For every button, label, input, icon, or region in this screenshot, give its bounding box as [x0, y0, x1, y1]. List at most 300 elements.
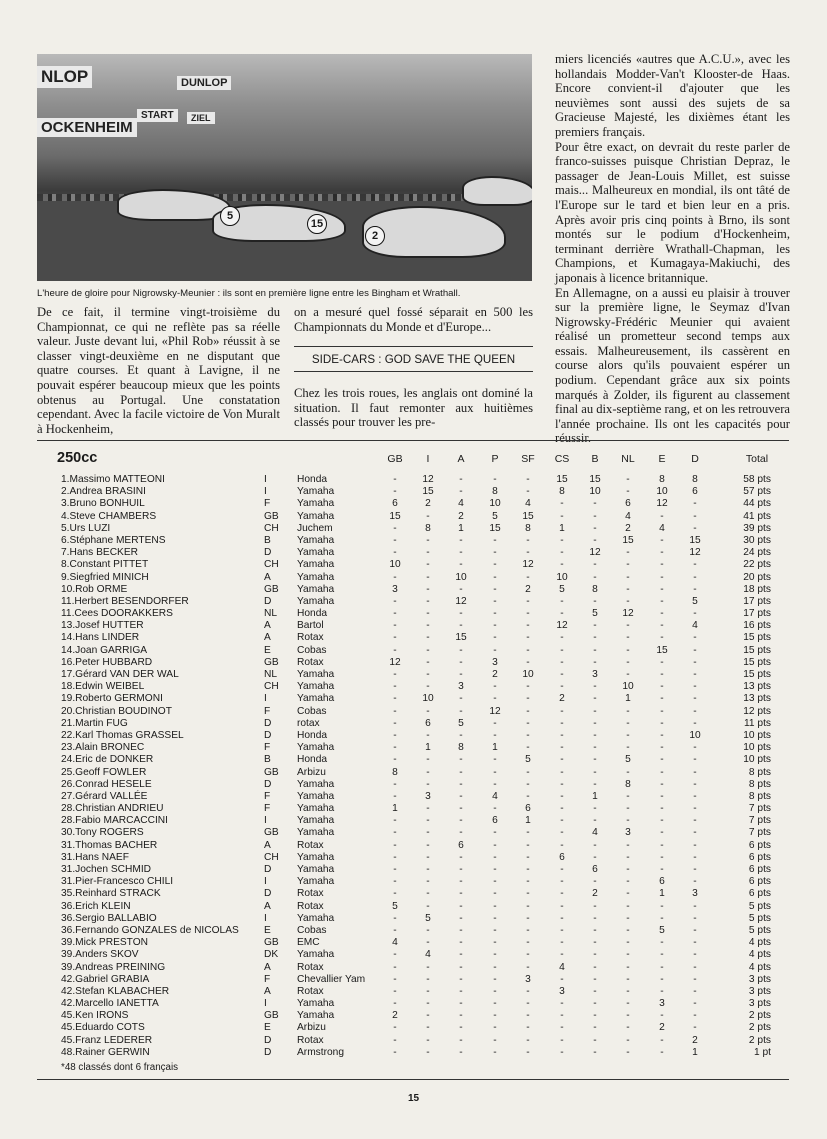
rider-name: 11.Cees DOORAKKERS	[61, 608, 173, 620]
paragraph: Chez les trois roues, les anglais ont dominé la situation. Il faut remonter aux huitièmes classés pour trouver les pre-	[294, 386, 533, 430]
total-points: 6 pts	[748, 876, 771, 888]
race-score: -	[660, 547, 664, 559]
total-points: 10 pts	[743, 729, 771, 741]
rider-country: NL	[264, 608, 278, 620]
rider-machine: Yamaha	[297, 790, 335, 802]
race-score: -	[459, 1022, 463, 1034]
race-score: 8	[525, 522, 531, 534]
race-score: -	[593, 595, 597, 607]
race-score: -	[426, 632, 430, 644]
rider-country: B	[264, 534, 271, 546]
banner-sign: START	[137, 109, 178, 122]
race-score: -	[393, 595, 397, 607]
race-score: -	[693, 815, 697, 827]
race-score: 3	[625, 827, 631, 839]
race-score: -	[426, 547, 430, 559]
race-score: -	[626, 985, 630, 997]
race-score: 15	[522, 510, 534, 522]
rider-name: 39.Anders SKOV	[61, 949, 139, 961]
rider-name: 27.Gérard VALLÉE	[61, 790, 148, 802]
race-score: -	[593, 559, 597, 571]
race-score: -	[560, 632, 564, 644]
rider-name: 31.Jochen SCHMID	[61, 864, 152, 875]
rider-country: E	[264, 644, 271, 656]
race-score: 12	[622, 608, 634, 620]
race-score: -	[660, 778, 664, 790]
race-score: -	[393, 1034, 397, 1046]
banner-sign: NLOP	[37, 66, 92, 88]
race-score: -	[593, 851, 597, 863]
race-score: -	[560, 937, 564, 949]
race-score: -	[393, 827, 397, 839]
rider-country: D	[264, 864, 272, 875]
race-score: -	[693, 827, 697, 839]
total-points: 2 pts	[748, 1010, 771, 1022]
rider-machine: Yamaha	[297, 742, 335, 754]
rider-name: 39.Andreas PREINING	[61, 961, 166, 973]
total-points: 5 pts	[748, 924, 771, 936]
race-score: -	[393, 486, 397, 498]
table-row	[37, 572, 789, 584]
race-score: -	[560, 705, 564, 717]
race-score: 1	[692, 1046, 698, 1058]
race-score: -	[459, 888, 463, 900]
total-points: 13 pts	[743, 693, 771, 705]
race-score: 2	[525, 583, 531, 595]
rider-country: F	[264, 498, 271, 510]
race-score: -	[593, 912, 597, 924]
race-score: -	[493, 827, 497, 839]
rider-name: 31.Hans NAEF	[61, 851, 129, 863]
race-score: -	[660, 595, 664, 607]
race-score: -	[693, 705, 697, 717]
race-score: -	[526, 620, 530, 632]
race-score: -	[393, 961, 397, 973]
race-score: -	[560, 717, 564, 729]
race-score: 5	[525, 754, 531, 766]
table-row	[37, 949, 789, 961]
rider-country: D	[264, 729, 272, 741]
race-photo	[37, 54, 532, 281]
race-score: -	[493, 595, 497, 607]
race-score: 10	[489, 498, 501, 510]
table-row	[37, 986, 789, 998]
rider-country: GB	[264, 937, 279, 949]
banner-sign: ZIEL	[187, 112, 215, 124]
race-score: -	[426, 681, 430, 693]
race-score: -	[526, 949, 530, 961]
race-score: -	[560, 754, 564, 766]
race-score: -	[426, 1046, 430, 1058]
rider-machine: Yamaha	[297, 851, 335, 863]
race-score: -	[393, 924, 397, 936]
race-score: -	[459, 693, 463, 705]
race-score: -	[660, 864, 664, 875]
race-score: -	[693, 656, 697, 668]
race-score: -	[693, 766, 697, 778]
table-row	[37, 998, 789, 1010]
race-score: -	[526, 876, 530, 888]
race-score: 15	[422, 486, 434, 498]
race-score: -	[626, 973, 630, 985]
table-row	[37, 511, 789, 523]
race-number: 15	[307, 214, 327, 234]
rider-machine: Yamaha	[297, 595, 335, 607]
table-row	[37, 486, 789, 498]
rider-machine: Yamaha	[297, 693, 335, 705]
race-score: -	[493, 620, 497, 632]
category-title: 250cc	[57, 450, 98, 466]
race-score: -	[393, 973, 397, 985]
race-score: -	[560, 803, 564, 815]
rider-country: D	[264, 547, 272, 559]
race-score: -	[593, 815, 597, 827]
race-score: -	[426, 571, 430, 583]
total-points: 1 pt	[754, 1046, 771, 1058]
race-score: 2	[659, 1022, 665, 1034]
rider-country: D	[264, 888, 272, 900]
rider-name: 14.Joan GARRIGA	[61, 644, 148, 656]
race-score: -	[459, 474, 463, 485]
race-score: -	[493, 681, 497, 693]
race-score: -	[426, 644, 430, 656]
race-score: -	[626, 876, 630, 888]
race-score: -	[426, 669, 430, 680]
race-score: -	[526, 632, 530, 644]
race-score: -	[526, 534, 530, 546]
race-score: -	[493, 876, 497, 888]
rider-country: CH	[264, 681, 279, 693]
race-number: 5	[220, 206, 240, 226]
rider-country: E	[264, 1022, 271, 1034]
table-row	[37, 767, 789, 779]
standings-table	[37, 440, 789, 1080]
race-score: 10	[389, 559, 401, 571]
table-row	[37, 925, 789, 937]
rider-machine: Armstrong	[297, 1046, 344, 1058]
race-score: -	[426, 1034, 430, 1046]
rider-name: 42.Stefan KLABACHER	[61, 985, 170, 997]
race-score: -	[693, 510, 697, 522]
race-score: -	[393, 693, 397, 705]
rider-name: 45.Ken IRONS	[61, 1010, 129, 1022]
race-score: -	[493, 839, 497, 851]
column-header: GB	[387, 453, 403, 465]
race-score: -	[393, 949, 397, 961]
table-footnote: *48 classés dont 6 français	[61, 1061, 179, 1073]
race-score: -	[526, 1010, 530, 1022]
table-row	[37, 754, 789, 766]
total-points: 3 pts	[748, 985, 771, 997]
race-score: -	[560, 766, 564, 778]
table-row	[37, 706, 789, 718]
race-score: -	[660, 827, 664, 839]
race-score: 2	[692, 1034, 698, 1046]
rider-name: 18.Edwin WEIBEL	[61, 681, 145, 693]
total-points: 4 pts	[748, 937, 771, 949]
table-row	[37, 742, 789, 754]
banner-sign: OCKENHEIM	[37, 118, 137, 137]
race-score: 12	[589, 547, 601, 559]
total-points: 2 pts	[748, 1034, 771, 1046]
race-score: -	[426, 559, 430, 571]
total-points: 3 pts	[748, 973, 771, 985]
race-score: -	[526, 547, 530, 559]
rider-country: GB	[264, 583, 279, 595]
race-score: -	[593, 498, 597, 510]
total-points: 15 pts	[743, 632, 771, 644]
table-row	[37, 827, 789, 839]
race-score: -	[593, 742, 597, 754]
race-score: -	[459, 973, 463, 985]
race-score: -	[426, 961, 430, 973]
race-score: -	[593, 632, 597, 644]
rider-machine: EMC	[297, 937, 320, 949]
race-score: -	[693, 644, 697, 656]
race-score: -	[626, 766, 630, 778]
race-score: -	[426, 778, 430, 790]
race-score: -	[626, 803, 630, 815]
rider-country: A	[264, 839, 271, 851]
race-score: -	[560, 998, 564, 1010]
rider-name: 28.Christian ANDRIEU	[61, 803, 164, 815]
race-score: 5	[458, 717, 464, 729]
race-score: 8	[592, 583, 598, 595]
race-score: -	[426, 876, 430, 888]
race-score: -	[526, 1022, 530, 1034]
race-score: 10	[556, 571, 568, 583]
race-score: 2	[592, 888, 598, 900]
race-score: -	[626, 839, 630, 851]
race-score: -	[560, 656, 564, 668]
race-score: 2	[492, 669, 498, 680]
column-header: CS	[554, 453, 570, 465]
table-row	[37, 474, 789, 486]
race-score: -	[493, 754, 497, 766]
race-score: -	[426, 620, 430, 632]
race-score: 1	[525, 815, 531, 827]
race-score: -	[693, 608, 697, 620]
race-score: -	[426, 705, 430, 717]
race-score: -	[560, 973, 564, 985]
rider-name: 25.Geoff FOWLER	[61, 766, 147, 778]
race-score: -	[660, 851, 664, 863]
race-score: -	[593, 681, 597, 693]
race-score: 6	[692, 486, 698, 498]
rider-machine: Yamaha	[297, 498, 335, 510]
rider-machine: Yamaha	[297, 547, 335, 559]
race-score: 1	[425, 742, 431, 754]
race-score: -	[493, 973, 497, 985]
table-row	[37, 718, 789, 730]
race-score: -	[593, 1010, 597, 1022]
rider-machine: Yamaha	[297, 949, 335, 961]
race-score: 12	[422, 474, 434, 485]
race-score: -	[660, 790, 664, 802]
rider-country: A	[264, 985, 271, 997]
total-points: 20 pts	[743, 571, 771, 583]
race-score: -	[660, 961, 664, 973]
race-score: 3	[458, 681, 464, 693]
race-score: -	[459, 644, 463, 656]
table-row	[37, 1010, 789, 1022]
race-score: -	[593, 998, 597, 1010]
rider-name: 22.Karl Thomas GRASSEL	[61, 729, 184, 741]
race-score: -	[660, 1010, 664, 1022]
race-score: -	[660, 949, 664, 961]
race-score: -	[693, 961, 697, 973]
race-score: -	[426, 973, 430, 985]
race-score: 15	[656, 644, 668, 656]
race-score: -	[426, 827, 430, 839]
rider-country: I	[264, 474, 267, 485]
rider-machine: Yamaha	[297, 681, 335, 693]
table-row	[37, 730, 789, 742]
rider-country: NL	[264, 669, 278, 680]
race-score: -	[560, 729, 564, 741]
race-score: -	[426, 534, 430, 546]
race-score: -	[393, 742, 397, 754]
rider-machine: Yamaha	[297, 778, 335, 790]
total-points: 22 pts	[743, 559, 771, 571]
race-score: 6	[492, 815, 498, 827]
table-row	[37, 669, 789, 681]
race-score: 12	[389, 656, 401, 668]
race-score: -	[693, 522, 697, 534]
rider-machine: Chevallier Yam	[297, 973, 366, 985]
race-score: -	[660, 766, 664, 778]
race-score: -	[526, 693, 530, 705]
race-score: -	[660, 608, 664, 620]
race-score: -	[459, 620, 463, 632]
rider-name: 10.Rob ORME	[61, 583, 128, 595]
race-score: -	[560, 815, 564, 827]
total-points: 58 pts	[743, 474, 771, 485]
race-score: 1	[458, 522, 464, 534]
race-score: -	[393, 681, 397, 693]
rider-name: 5.Urs LUZI	[61, 522, 111, 534]
race-score: 8	[458, 742, 464, 754]
race-score: 8	[492, 486, 498, 498]
race-score: 5	[492, 510, 498, 522]
race-score: 6	[525, 803, 531, 815]
rider-country: A	[264, 632, 271, 644]
race-score: 4	[525, 498, 531, 510]
race-score: -	[626, 583, 630, 595]
race-score: -	[526, 681, 530, 693]
rider-machine: Rotax	[297, 839, 324, 851]
race-score: -	[693, 924, 697, 936]
table-row	[37, 632, 789, 644]
race-score: -	[626, 1034, 630, 1046]
race-score: 8	[425, 522, 431, 534]
race-score: -	[593, 961, 597, 973]
race-score: -	[593, 705, 597, 717]
race-score: -	[459, 864, 463, 875]
rider-country: CH	[264, 851, 279, 863]
rider-name: 3.Bruno BONHUIL	[61, 498, 145, 510]
race-score: -	[660, 937, 664, 949]
race-score: 15	[556, 474, 568, 485]
rider-machine: Cobas	[297, 705, 327, 717]
race-score: 10	[455, 571, 467, 583]
standings-rows	[37, 474, 789, 1059]
rider-name: 28.Fabio MARCACCINI	[61, 815, 168, 827]
race-score: -	[626, 620, 630, 632]
table-row	[37, 547, 789, 559]
race-score: -	[626, 851, 630, 863]
table-row	[37, 876, 789, 888]
race-score: -	[393, 864, 397, 875]
race-score: 10	[656, 486, 668, 498]
race-score: -	[693, 876, 697, 888]
race-score: -	[693, 864, 697, 875]
race-score: -	[693, 937, 697, 949]
rider-country: B	[264, 754, 271, 766]
race-score: 8	[659, 474, 665, 485]
rider-name: 1.Massimo MATTEONI	[61, 474, 165, 485]
rider-machine: Honda	[297, 754, 328, 766]
column-header: B	[591, 453, 599, 465]
table-row	[37, 901, 789, 913]
race-score: -	[493, 474, 497, 485]
race-score: -	[393, 998, 397, 1010]
race-score: -	[560, 864, 564, 875]
photo-caption: L'heure de gloire pour Nigrowsky-Meunier : ils sont en première ligne entre les Bingham et Wrathall.	[37, 288, 461, 299]
race-score: -	[660, 839, 664, 851]
race-score: -	[626, 474, 630, 485]
race-score: -	[593, 644, 597, 656]
race-score: -	[526, 790, 530, 802]
race-score: 5	[425, 912, 431, 924]
race-score: -	[560, 681, 564, 693]
race-score: 10	[522, 669, 534, 680]
race-score: -	[693, 669, 697, 680]
total-points: 6 pts	[748, 851, 771, 863]
total-points: 57 pts	[743, 486, 771, 498]
race-score: -	[393, 790, 397, 802]
race-score: -	[660, 620, 664, 632]
race-score: -	[593, 571, 597, 583]
race-number: 2	[365, 226, 385, 246]
race-score: -	[626, 632, 630, 644]
race-score: -	[459, 583, 463, 595]
race-score: -	[459, 961, 463, 973]
race-score: -	[660, 693, 664, 705]
rider-machine: Rotax	[297, 985, 324, 997]
total-points: 41 pts	[743, 510, 771, 522]
race-score: -	[393, 985, 397, 997]
race-score: -	[426, 656, 430, 668]
race-score: -	[593, 534, 597, 546]
table-row	[37, 596, 789, 608]
race-score: -	[526, 705, 530, 717]
race-score: -	[526, 912, 530, 924]
rider-name: 31.Thomas BACHER	[61, 839, 158, 851]
race-score: -	[626, 1046, 630, 1058]
total-points: 8 pts	[748, 766, 771, 778]
rider-country: F	[264, 742, 271, 754]
race-score: -	[526, 717, 530, 729]
article-column-1	[37, 305, 280, 436]
race-score: -	[426, 839, 430, 851]
race-score: -	[693, 632, 697, 644]
race-score: -	[459, 1034, 463, 1046]
race-score: -	[426, 510, 430, 522]
race-score: -	[426, 937, 430, 949]
total-points: 15 pts	[743, 669, 771, 680]
rider-country: I	[264, 486, 267, 498]
